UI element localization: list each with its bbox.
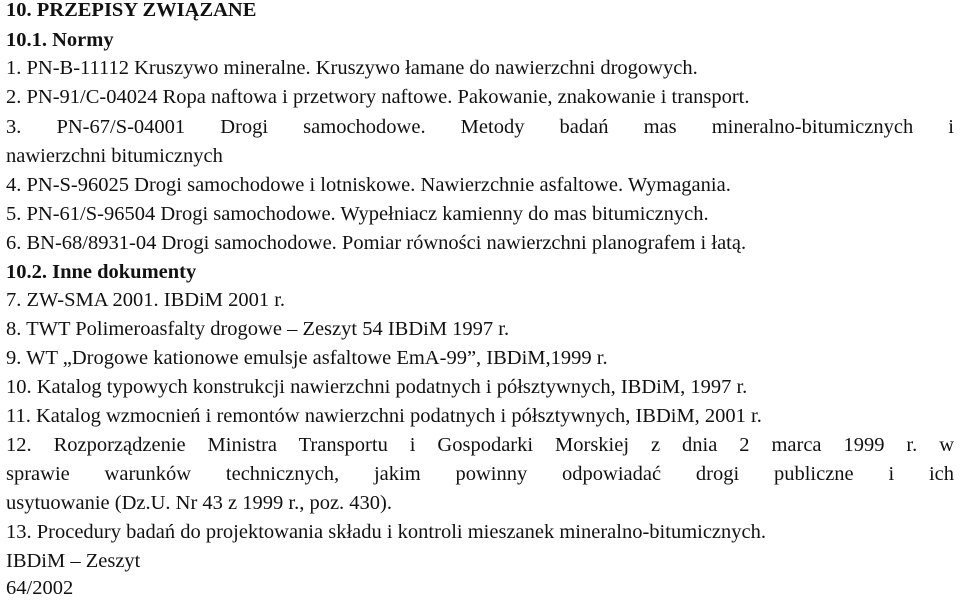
document-item-13-line-3: 64/2002 [6, 577, 74, 599]
document-item-8: 8. TWT Polimeroasfalty drogowe – Zeszyt 54 IBDiM 1997 r. [6, 318, 510, 340]
document-item-9: 9. WT „Drogowe kationowe emulsje asfaltowe EmA-99”, IBDiM,1999 r. [6, 347, 608, 369]
norm-item-6: 6. BN-68/8931-04 Drogi samochodowe. Pomiar równości nawierzchni planografem i łatą. [6, 232, 747, 254]
document-item-7: 7. ZW-SMA 2001. IBDiM 2001 r. [6, 289, 286, 311]
subsection-heading-norms: 10.1. Normy [6, 29, 114, 51]
document-item-12-line-2: sprawie warunków technicznych, jakim powinny odpowiadać drogi publiczne i ich [6, 463, 954, 485]
document-item-13-line-1: 13. Procedury badań do projektowania składu i kontroli mieszanek mineralno-bitumicznych. [6, 521, 767, 543]
norm-item-2: 2. PN-91/C-04024 Ropa naftowa i przetwory naftowe. Pakowanie, znakowanie i transport. [6, 86, 750, 108]
norm-item-1: 1. PN-B-11112 Kruszywo mineralne. Kruszywo łamane do nawierzchni drogowych. [6, 57, 698, 79]
norm-item-3-line-1: 3. PN-67/S-04001 Drogi samochodowe. Metody badań mas mineralno-bitumicznych i [6, 116, 954, 138]
norm-item-3-line-2: nawierzchni bitumicznych [6, 145, 223, 167]
section-heading: 10. PRZEPISY ZWIĄZANE [6, 0, 257, 21]
subsection-heading-other-documents: 10.2. Inne dokumenty [6, 261, 197, 283]
document-item-13-line-2: IBDiM – Zeszyt [6, 550, 141, 572]
document-item-12-line-1: 12. Rozporządzenie Ministra Transportu i Gospodarki Morskiej z dnia 2 marca 1999 r. w [6, 434, 954, 456]
norm-item-5: 5. PN-61/S-96504 Drogi samochodowe. Wypełniacz kamienny do mas bitumicznych. [6, 203, 709, 225]
document-item-12-line-3: usytuowanie (Dz.U. Nr 43 z 1999 r., poz. 430). [6, 492, 393, 514]
norm-item-4: 4. PN-S-96025 Drogi samochodowe i lotniskowe. Nawierzchnie asfaltowe. Wymagania. [6, 174, 731, 196]
document-item-11: 11. Katalog wzmocnień i remontów nawierzchni podatnych i półsztywnych, IBDiM, 2001 r. [6, 405, 762, 427]
document-item-10: 10. Katalog typowych konstrukcji nawierzchni podatnych i półsztywnych, IBDiM, 1997 r. [6, 376, 748, 398]
